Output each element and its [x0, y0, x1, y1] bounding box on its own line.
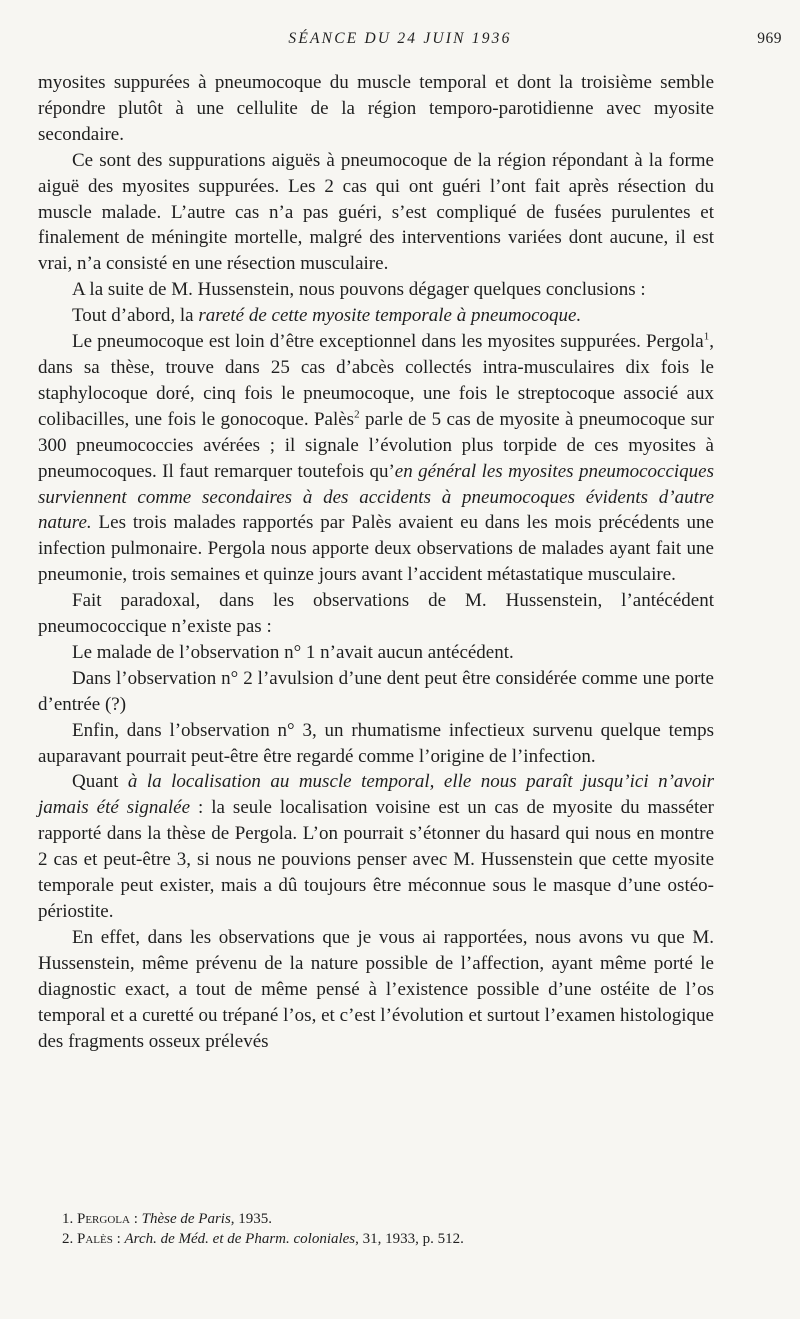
- footnote-1-separator: :: [129, 1211, 142, 1227]
- footnote-2-separator: :: [112, 1231, 125, 1247]
- body-text: [38, 70, 714, 1054]
- footnote-2-title: Arch. de Méd. et de Pharm. coloniales: [124, 1231, 356, 1247]
- paragraph-5-text-d: Les trois malades rapportés par Palès avaient eu dans les mois précédents une infection pulmonaire. Pergola nous apporte deux observations de malades ayant fait une pneumonie, trois semaines et quinze jours avant l’accident métastatique musculaire.: [38, 512, 714, 586]
- paragraph-1: myosites suppurées à pneumocoque du muscle temporal et dont la troisième semble répondre plutôt à une cellulite de la région temporo-parotidienne avec myosite secondaire.: [38, 72, 714, 145]
- footnote-1: [62, 1209, 712, 1229]
- paragraph-10: [38, 769, 714, 924]
- paragraph-5-text-a: Le pneumocoque est loin d’être exceptionnel dans les myosites suppurées. Pergola: [72, 331, 704, 353]
- footnote-1-title: Thèse de Paris: [141, 1211, 231, 1227]
- paragraph-11: En effet, dans les observations que je vous ai rapportées, nous avons vu que M. Hussenstein, même prévenu de la nature possible de l’affection, ayant même porté le diagnostic exact, a tout de même pensé à l’existence possible d’une ostéite de l’os temporal et a curetté ou trépané l’os, et c’est l’évolution et surtout l’examen histologique des fragments osseux prélevés: [38, 926, 714, 1052]
- paragraph-4: [38, 303, 714, 329]
- footnote-ref-1: 1: [703, 330, 710, 343]
- paragraph-10-emphasis: à la localisation au muscle temporal, elle nous paraît jusqu’ici n’avoir jamais été signalée: [38, 771, 715, 819]
- page-number: 969: [757, 30, 782, 47]
- paragraph-10-text-b: : la seule localisation voisine est un cas de myosite du masséter rapporté dans la thèse de Pergola. L’on pourrait s’étonner du hasard qui nous en montre 2 cas et peut-être 3, si nous ne pouvions penser avec M. Hussenstein que cette myosite temporale peut exister, mais a dû toujours être méconnue sous le masque d’une ostéo-périostite.: [38, 797, 715, 922]
- running-head: [0, 30, 800, 54]
- footnotes: [62, 1209, 712, 1249]
- paragraph-5-text-b: , dans sa thèse, trouve dans 25 cas d’abcès collectés intra-musculaires dix fois le staphylocoque doré, cinq fois le pneumocoque, une fois le streptocoque associé aux colibacilles, une fois le gonocoque. Palès: [38, 331, 714, 430]
- paragraph-2: Ce sont des suppurations aiguës à pneumocoque de la région répondant à la forme aiguë des myosites suppurées. Les 2 cas qui ont guéri l’ont fait après résection du muscle malade. L’autre cas n’a pas guéri, s’est compliqué de fusées purulentes et finalement de méningite mortelle, malgré des interventions variées dont aucune, il est vrai, n’a consisté en une résection musculaire.: [38, 149, 714, 275]
- footnote-1-author: Pergola: [77, 1211, 130, 1227]
- footnote-2: [62, 1229, 712, 1249]
- paragraph-5-emphasis: en général les myosites pneumococciques surviennent comme secondaires à des accidents à pneumocoques évidents d’autre nature.: [38, 460, 714, 534]
- paragraph-4-emphasis: rareté de cette myosite temporale à pneumocoque.: [198, 305, 582, 327]
- paragraph-3: A la suite de M. Hussenstein, nous pouvons dégager quelques conclusions :: [72, 279, 646, 301]
- paragraph-5-text-c: parle de 5 cas de myosite à pneumocoque sur 300 pneumococcies avérées ; il signale l’évolution plus torpide de ces myosites à pneumocoques. Il faut remarquer toutefois qu’: [38, 408, 715, 482]
- footnote-ref-2: 2: [354, 408, 360, 421]
- footnote-2-details: , 31, 1933, p. 512.: [355, 1231, 464, 1247]
- paragraph-5: [38, 329, 714, 588]
- footnote-2-number: 2.: [62, 1231, 74, 1247]
- paragraph-10-text-a: Quant: [72, 771, 128, 793]
- paragraph-4-text: Tout d’abord, la: [72, 305, 199, 327]
- paragraph-7: Le malade de l’observation n° 1 n’avait aucun antécédent.: [72, 641, 514, 663]
- paragraph-9: Enfin, dans l’observation n° 3, un rhumatisme infectieux survenu quelque temps auparavant pourrait peut-être être regardé comme l’origine de l’infection.: [38, 719, 714, 767]
- paragraph-8: Dans l’observation n° 2 l’avulsion d’une dent peut être considérée comme une porte d’entrée (?): [38, 667, 714, 715]
- paragraph-6: Fait paradoxal, dans les observations de M. Hussenstein, l’antécédent pneumococcique n’existe pas :: [38, 590, 714, 638]
- footnote-1-details: , 1935.: [230, 1211, 273, 1227]
- running-title: SÉANCE DU 24 JUIN 1936: [288, 30, 512, 47]
- footnote-1-number: 1.: [62, 1211, 74, 1227]
- footnote-2-author: Palès: [77, 1231, 113, 1247]
